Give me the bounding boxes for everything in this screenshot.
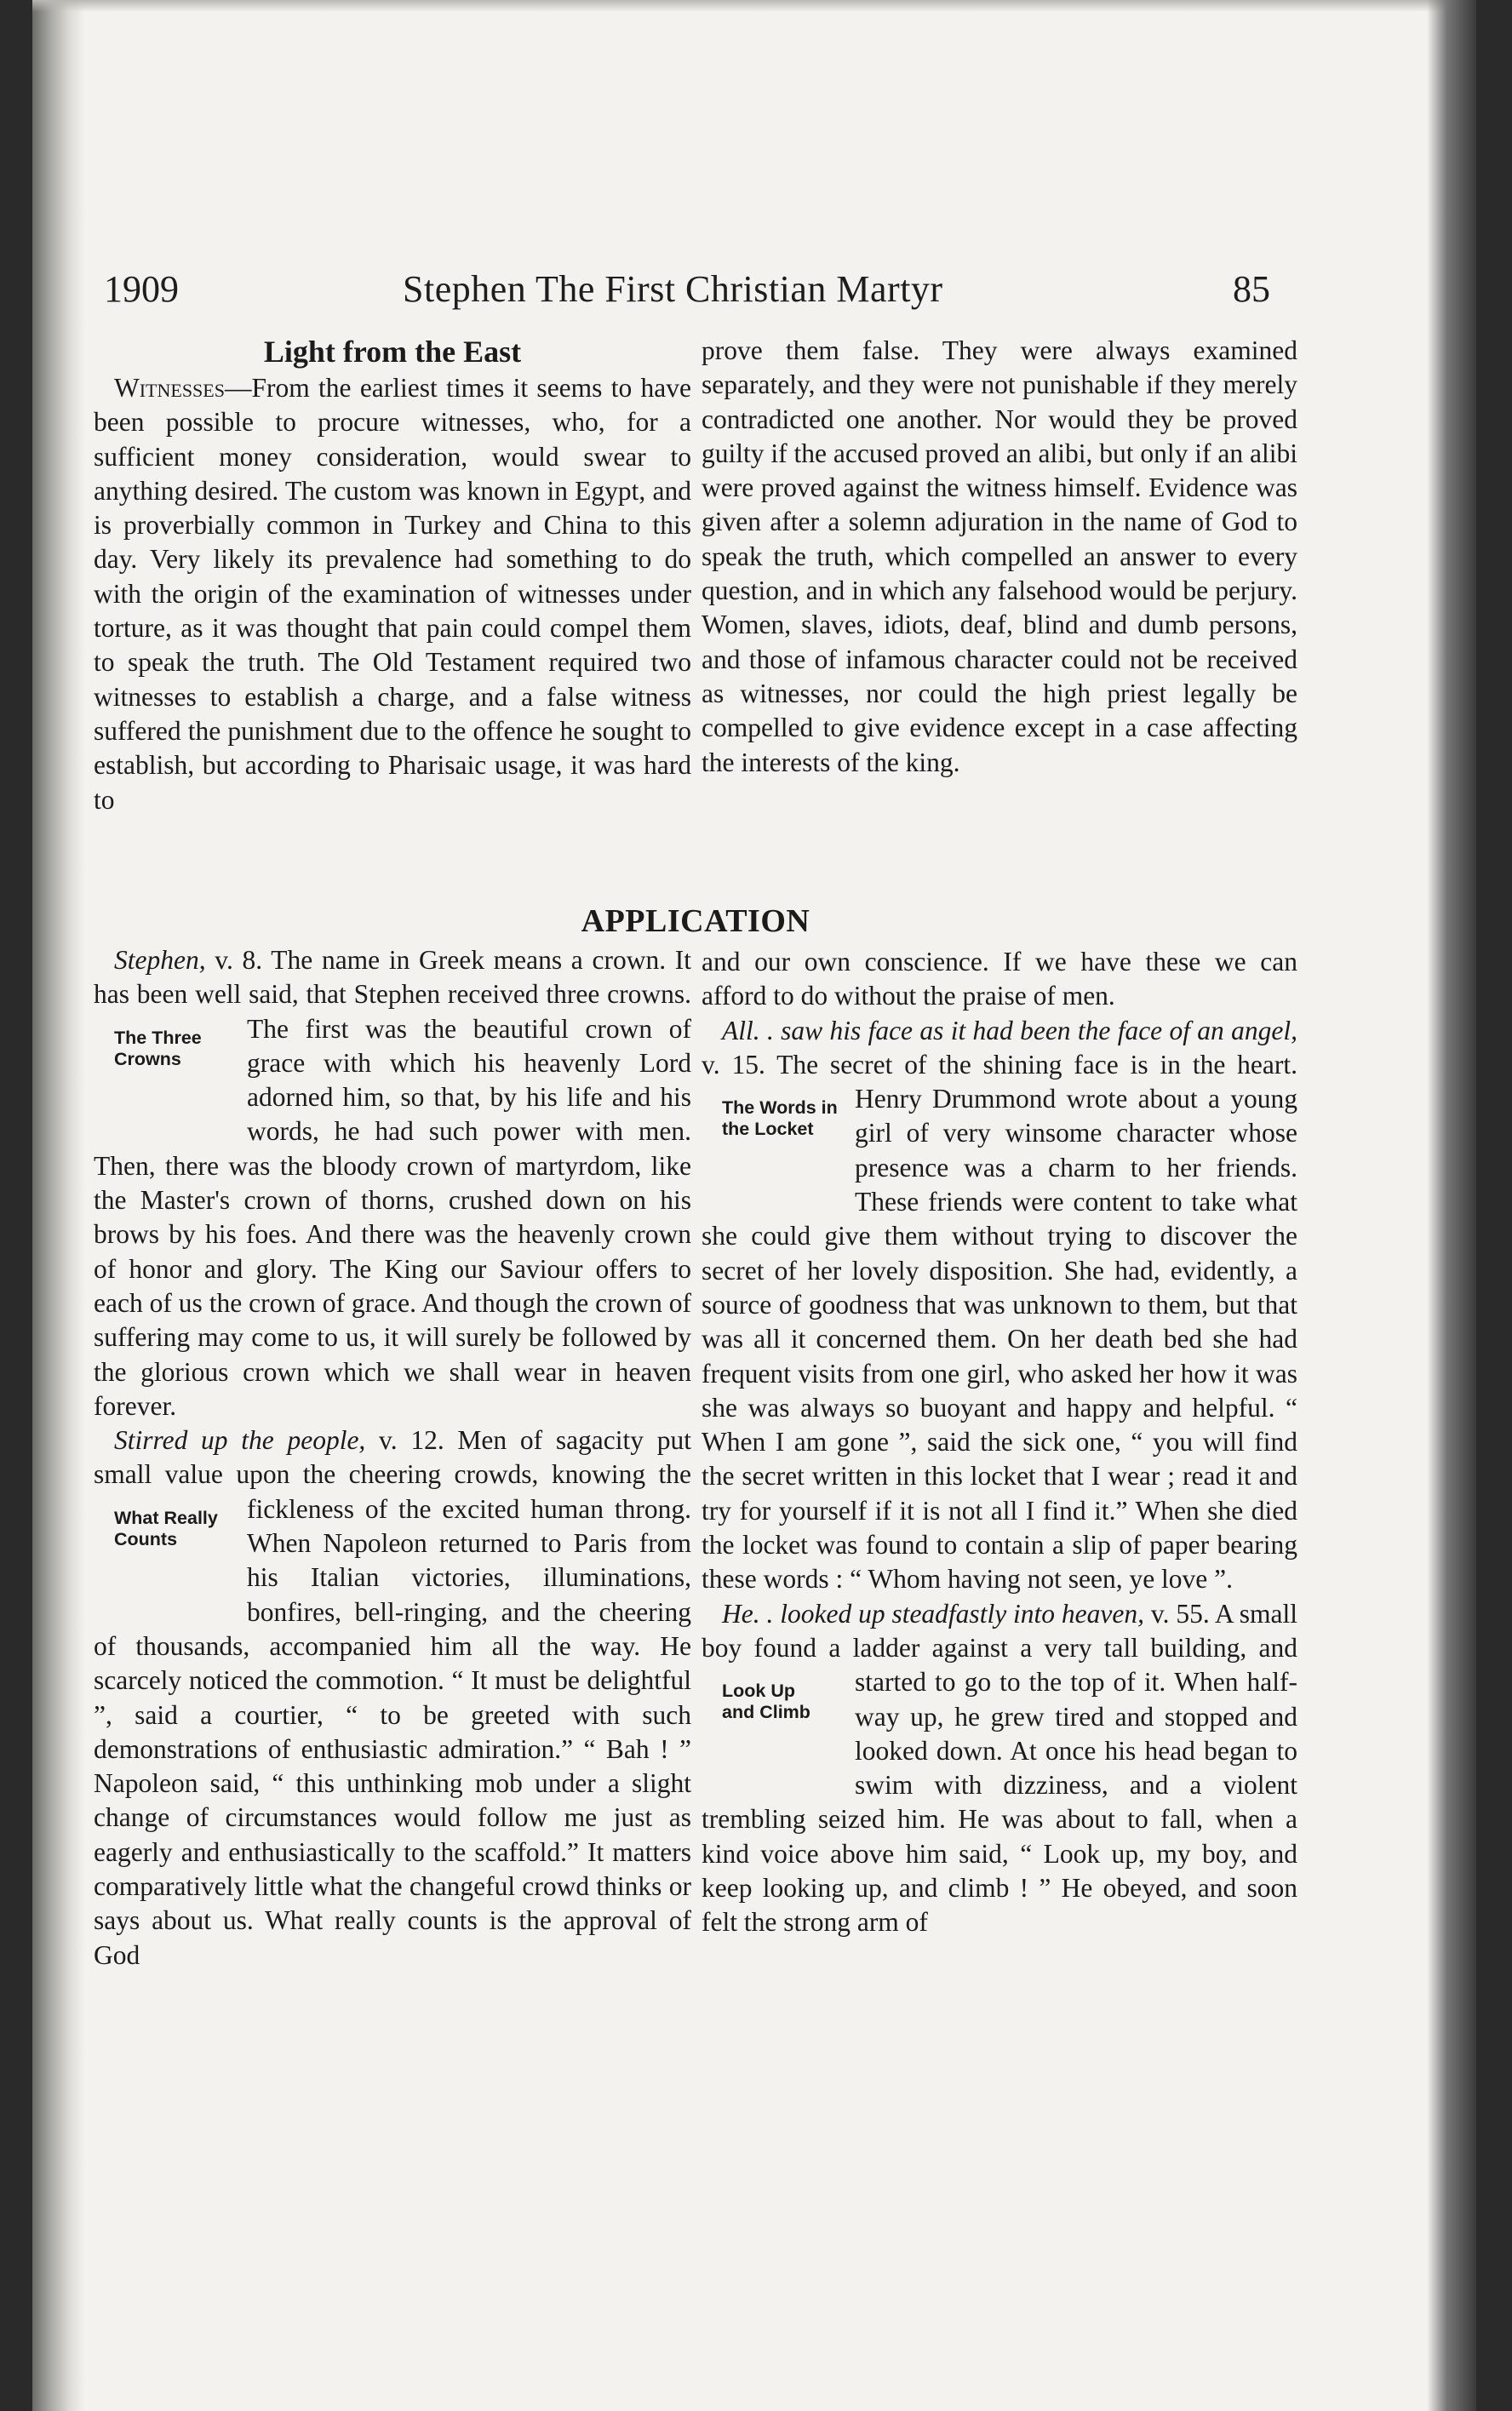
stirred-ref: Stirred up the people, — [114, 1425, 366, 1456]
light-from-east-right-column — [702, 334, 1297, 780]
page-top-edge — [32, 0, 1476, 12]
stephen-paragraph — [94, 943, 691, 1423]
stirred-paragraph — [94, 1423, 691, 1973]
application-right-column — [702, 945, 1297, 1940]
application-left-column — [94, 943, 691, 1973]
side-note-line: Look Up — [722, 1681, 795, 1702]
stephen-text-a: The name in Greek means a crown. It has been well said, that Stephen received three crowns. The first was the — [94, 945, 691, 1044]
running-head-year: 1909 — [104, 268, 179, 310]
page-right-edge — [1427, 0, 1476, 2411]
angel-text-b: wrote about a young girl of very winsome character whose presence was a charm to her friends. These friends were content to take what she could give them without trying to discover the secret of her lovely disposition. She had, evidently, a source of goodness that was unknown to them, but that was all it concerned them. On her death bed she had frequent visits from one girl, who asked her how it was she was always so buoyant and happy and helpful. “ When I am gone ”, said the sick one, “ you will find the secret written in this locket that I wear ; read it and try for yourself if it is not all I find it.” When she died the locket was found to contain a slip of paper bearing these words : “ Whom having not seen, ye love ”. — [702, 1084, 1298, 1595]
witnesses-text-right: prove them false. They were always examined separately, and they were not punishable if they merely contradicted one another. Nor would they be proved guilty if the accused proved an alibi, but only if an alibi were proved against the witness himself. Evidence was given after a solemn adjuration in the name of God to speak the truth, which compelled an answer to every question, and in which any falsehood would be perjury. Women, slaves, idiots, deaf, blind and dumb persons, and those of infamous character could not be received as witnesses, nor could the high priest legally be compelled to give evidence except in a case affecting the interests of the king. — [702, 335, 1297, 777]
looked-up-paragraph — [702, 1597, 1297, 1940]
side-note-line: the Locket — [722, 1119, 814, 1140]
side-note-line: The Three — [114, 1027, 202, 1048]
side-note-line: What Really — [114, 1507, 218, 1528]
angel-ref: All. . saw his face as it had been the face of an angel, — [722, 1015, 1297, 1045]
witnesses-text-left: —From the earliest times it seems to have been possible to procure witnesses, who, for a sufficient money consideration, would swear to anything desired. The custom was known in Egypt, and is proverbially common in Turkey and China to this day. Very likely its prevalence had something to do with the origin of the examination of witnesses under torture, as it was thought that pain could compel them to speak the truth. The Old Testament required two witnesses to establish a charge, and a false witness suffered the punishment due to the offence he sought to establish, but according to Pharisaic usage, it was hard to — [94, 373, 691, 815]
looked-up-text-b: When half-way up, he grew tired and stopped and looked down. At once his head began to swim with dizziness, and a violent trembling seized him. He was about to fall, when a kind voice above him said, “ Look up, my boy, and keep looking up, and climb ! ” He obeyed, and soon felt the strong arm of — [702, 1667, 1297, 1938]
witnesses-lead: Witnesses — [114, 373, 225, 403]
book-page — [32, 0, 1476, 2411]
side-note-look-up-and-climb — [702, 1665, 848, 1771]
binding-shadow — [32, 0, 85, 2411]
angel-face-paragraph — [702, 1014, 1297, 1597]
side-note-words-in-locket — [702, 1082, 848, 1188]
witnesses-paragraph — [94, 371, 691, 817]
angel-text-a: v. 15. The secret of the shining face is in the heart. Henry Drummond — [702, 1049, 1297, 1114]
stephen-verse: v. 8. — [205, 945, 263, 975]
running-head-title: Stephen The First Christian Martyr — [403, 268, 943, 310]
stephen-text-b: beautiful crown of grace with which his heavenly Lord adorned him, so that, by his life and his words, he had such power with men. Then, there was the bloody crown of martyrdom, like the Master's crown of thorns, crushed down on his brows by his foes. And there was the heavenly crown of honor and glory. The King our Saviour offers to each of us the crown of grace. And though the crown of suffering may come to us, it will surely be followed by the glorious crown which we shall wear in heaven forever. — [94, 1013, 692, 1421]
looked-up-text-a: v. 55. A small boy found a ladder against a very tall building, and started to go to the top of it. — [702, 1598, 1297, 1698]
side-note-line: and Climb — [722, 1702, 810, 1723]
side-note-three-crowns — [94, 1012, 240, 1118]
side-note-line: Crowns — [114, 1048, 181, 1069]
light-from-east-left-column — [94, 371, 691, 817]
side-note-line: The Words in — [722, 1097, 838, 1119]
looked-up-ref: He. . looked up steadfastly into heaven, — [722, 1598, 1145, 1629]
stirred-text-b: throng. When Napoleon returned to Paris from his Italian victories, illuminations, bonfires, bell-ringing, and the cheering of thousands, accompanied him all the way. He scarcely noticed the commotion. “ It must be delightful ”, said a courtier, “ to be greeted with such demonstrations of enthusiastic admiration.” “ Bah ! ” Napoleon said, “ this unthinking mob under a slight change of circumstances would follow me just as eagerly and enthusiastically to the scaffold.” It matters comparatively little what the changeful crowd thinks or says about us. What really counts is the approval of God — [94, 1493, 692, 1970]
side-note-line: Counts — [114, 1528, 178, 1549]
conscience-paragraph: and our own conscience. If we have these we can afford to do without the praise of men. — [702, 947, 1297, 1011]
page-number: 85 — [1233, 268, 1270, 310]
light-from-east-heading: Light from the East — [263, 335, 522, 369]
stirred-text-a: v. 12. Men of sagacity put small value upon the cheering crowds, knowing the fickleness of the excited human — [94, 1425, 691, 1524]
stephen-ref: Stephen, — [114, 945, 206, 975]
side-note-what-really-counts — [94, 1492, 240, 1598]
application-heading: APPLICATION — [581, 903, 810, 939]
